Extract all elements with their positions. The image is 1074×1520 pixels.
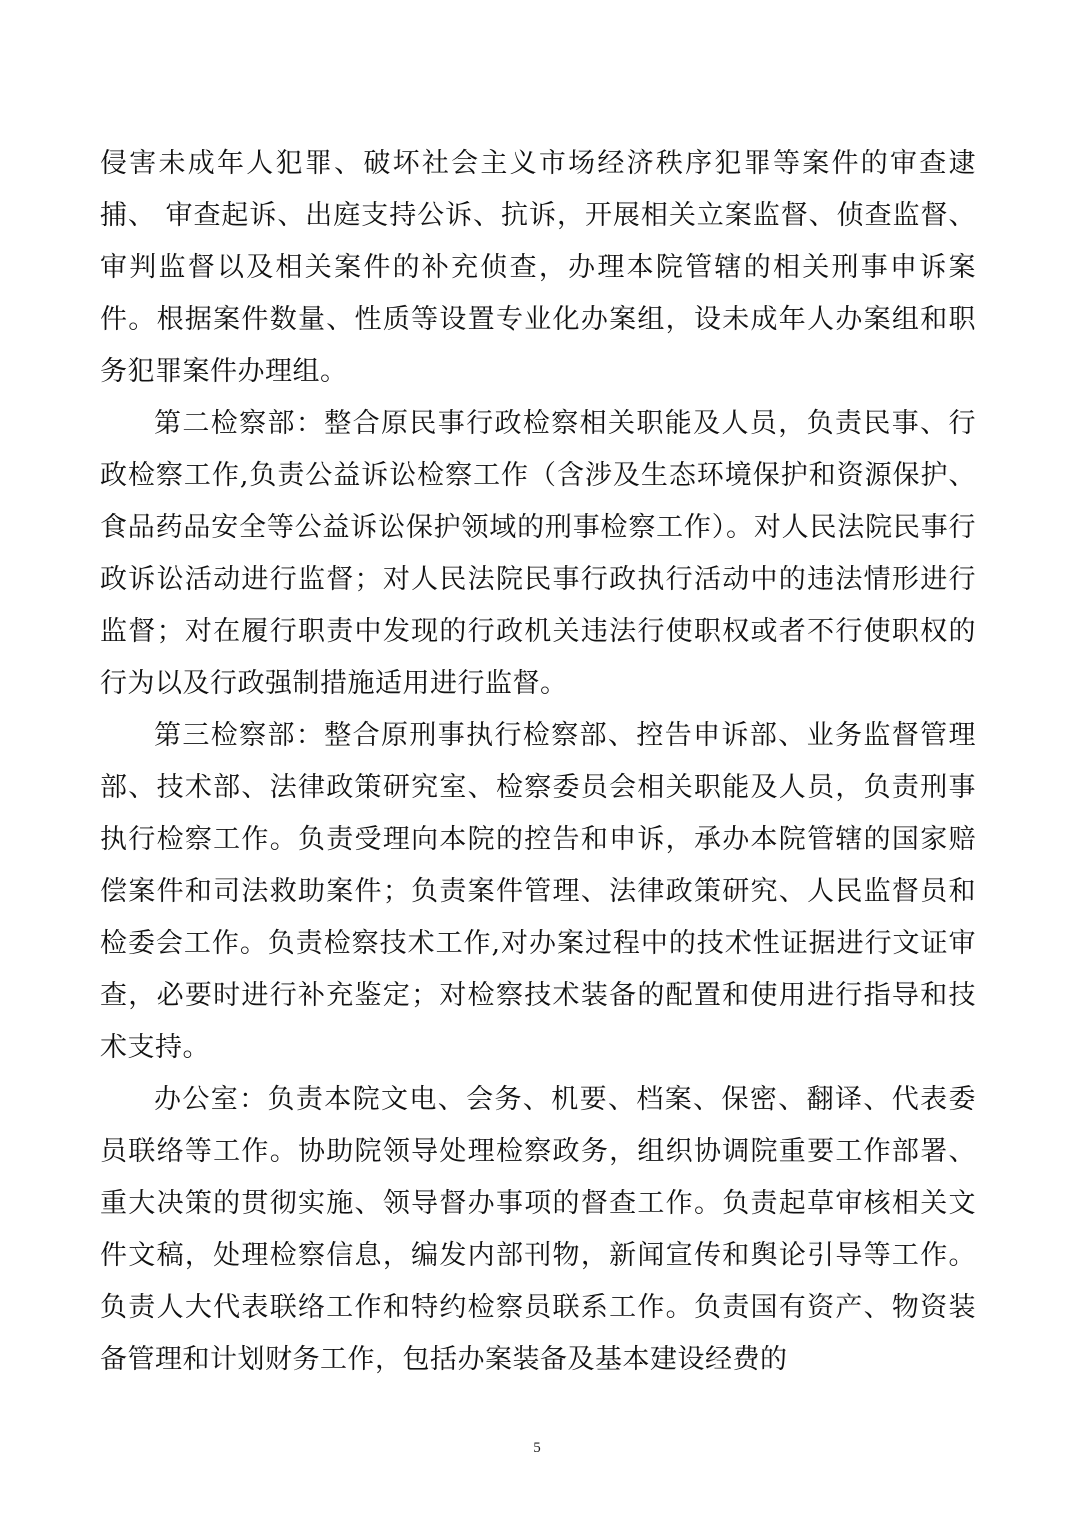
paragraph-second-procuratorate: 第二检察部：整合原民事行政检察相关职能及人员，负责民事、行政检察工作,负责公益诉讼检察工作（含涉及生态环境保护和资源保护、食品药品安全等公益诉讼保护领域的刑事检察工作）。对人民法院民事行政诉讼活动进行监督；对人民法院民事行政执行活动中的违法情形进行监督；对在履行职责中发现的行政机关违法行使职权或者不行使职权的行为以及行政强制措施适用进行监督。 xyxy=(100,408,976,699)
paragraph-third-procuratorate: 第三检察部：整合原刑事执行检察部、控告申诉部、业务监督管理部、技术部、法律政策研究室、检察委员会相关职能及人员，负责刑事执行检察工作。负责受理向本院的控告和申诉，承办本院管辖的国家赔偿案件和司法救助案件；负责案件管理、法律政策研究、人民监督员和检委会工作。负责检察技术工作,对办案过程中的技术性证据进行文证审查，必要时进行补充鉴定；对检察技术装备的配置和使用进行指导和技术支持。 xyxy=(100,720,976,1063)
paragraph-office: 办公室：负责本院文电、会务、机要、档案、保密、翻译、代表委员联络等工作。协助院领导处理检察政务，组织协调院重要工作部署、重大决策的贯彻实施、领导督办事项的督查工作。负责起草审核相关文件文稿，处理检察信息，编发内部刊物，新闻宣传和舆论引导等工作。负责人大代表联络工作和特约检察员联系工作。负责国有资产、物资装备管理和计划财务工作，包括办案装备及基本建设经费的 xyxy=(100,1084,976,1375)
document-body xyxy=(100,138,976,1386)
paragraph-continued: 侵害未成年人犯罪、破坏社会主义市场经济秩序犯罪等案件的审查逮捕、 审查起诉、出庭支持公诉、抗诉，开展相关立案监督、侦查监督、审判监督以及相关案件的补充侦查，办理本院管辖的相关刑事申诉案件。根据案件数量、性质等设置专业化办案组，设未成年人办案组和职务犯罪案件办理组。 xyxy=(100,148,976,387)
page-number: 5 xyxy=(533,1440,541,1456)
